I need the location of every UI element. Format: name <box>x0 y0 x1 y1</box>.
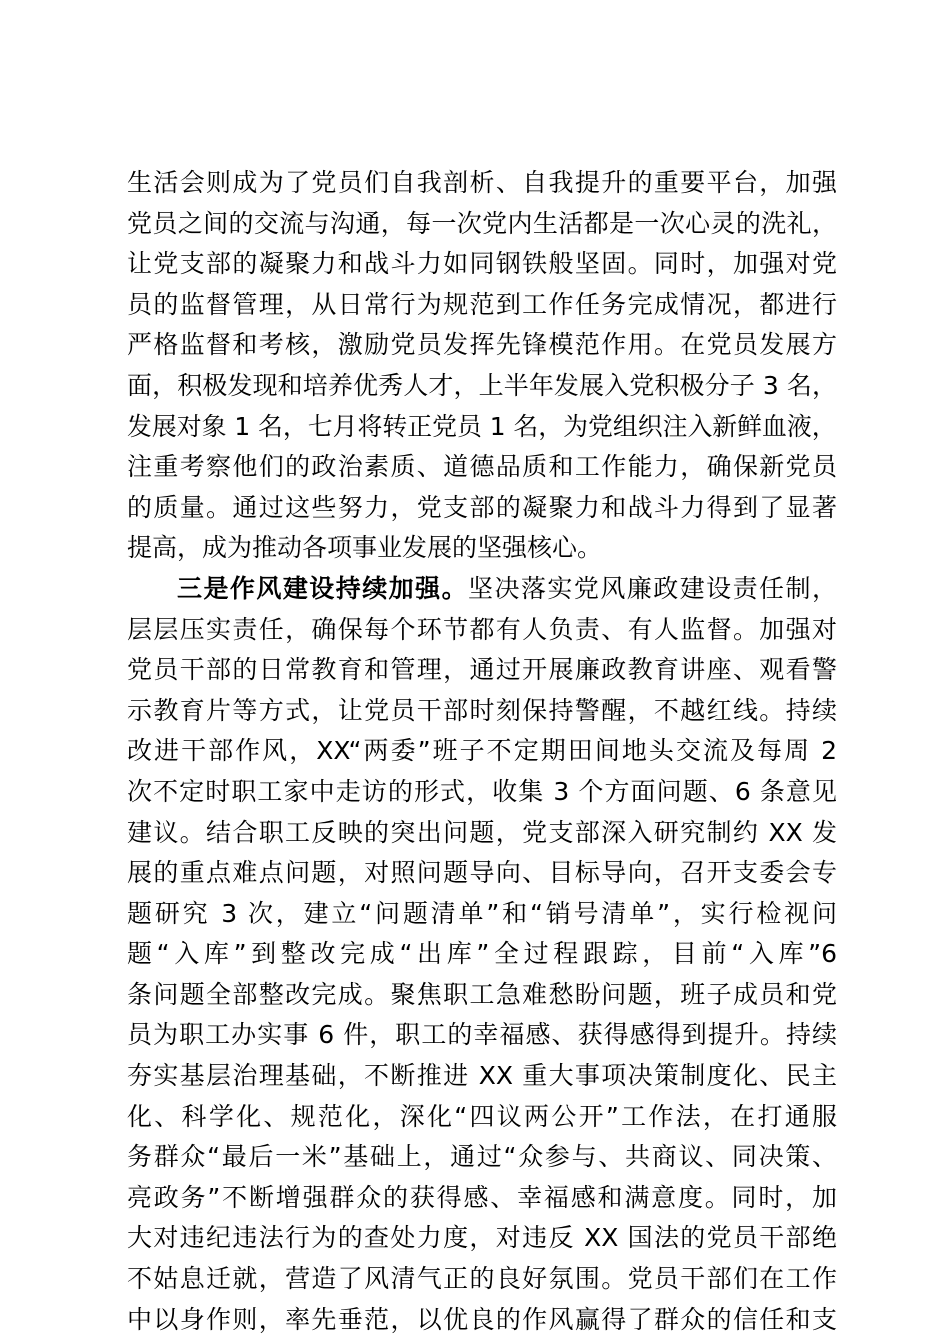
text-line: 不姑息迁就，营造了风清气正的良好氛围。党员干部们在工作 <box>127 1264 837 1294</box>
text-line: 的质量。通过这些努力，党支部的凝聚力和战斗力得到了显著 <box>127 492 837 522</box>
text-line: 层层压实责任，确保每个环节都有人负责、有人监督。加强对 <box>127 614 837 644</box>
text-line: 化、科学化、规范化，深化“四议两公开”工作法，在打通服 <box>127 1101 837 1131</box>
paragraph-party-building <box>127 163 837 569</box>
paragraph-work-style <box>127 569 837 1340</box>
text-line: 党员干部的日常教育和管理，通过开展廉政教育讲座、观看警 <box>127 655 837 685</box>
text-line: 题“入库”到整改完成“出库”全过程跟踪，目前“入库”6 <box>127 939 837 969</box>
text-line: 条问题全部整改完成。聚焦职工急难愁盼问题，班子成员和党 <box>127 979 837 1009</box>
text-line: 夯实基层治理基础，不断推进 XX 重大事项决策制度化、民主 <box>127 1061 837 1091</box>
text-line: 示教育片等方式，让党员干部时刻保持警醒，不越红线。持续 <box>127 695 837 725</box>
text-line: 生活会则成为了党员们自我剖析、自我提升的重要平台，加强 <box>127 168 837 197</box>
document-body <box>127 163 837 1340</box>
text-line: 提高，成为推动各项事业发展的坚强核心。 <box>127 533 603 563</box>
text-line: 员的监督管理，从日常行为规范到工作任务完成情况，都进行 <box>127 289 837 319</box>
section-heading: 三是作风建设持续加强。 <box>177 573 469 603</box>
text-line: 发展对象 1 名，七月将转正党员 1 名，为党组织注入新鲜血液， <box>127 411 837 441</box>
text-line: 亮政务”不断增强群众的获得感、幸福感和满意度。同时，加 <box>127 1182 837 1212</box>
text-line <box>127 569 837 610</box>
text-line: 大对违纪违法行为的查处力度，对违反 XX 国法的党员干部绝 <box>127 1223 837 1253</box>
text-line: 建议。结合职工反映的突出问题，党支部深入研究制约 XX 发 <box>127 817 837 847</box>
text-line: 注重考察他们的政治素质、道德品质和工作能力，确保新党员 <box>127 452 837 482</box>
text-line: 严格监督和考核，激励党员发挥先锋模范作用。在党员发展方 <box>127 330 837 360</box>
text-line: 让党支部的凝聚力和战斗力如同钢铁般坚固。同时，加强对党 <box>127 249 837 279</box>
text-line: 中以身作则，率先垂范，以优良的作风赢得了群众的信任和支 <box>127 1304 837 1334</box>
text-line: 员为职工办实事 6 件，职工的幸福感、获得感得到提升。持续 <box>127 1020 837 1050</box>
text-line: 务群众“最后一米”基础上，通过“众参与、共商议、同决策、 <box>127 1142 837 1172</box>
text-line: 面，积极发现和培养优秀人才，上半年发展入党积极分子 3 名， <box>127 370 837 400</box>
text-line: 次不定时职工家中走访的形式，收集 3 个方面问题、6 条意见 <box>127 776 837 806</box>
text-line: 党员之间的交流与沟通，每一次党内生活都是一次心灵的洗礼， <box>127 208 837 238</box>
text-line: 题研究 3 次，建立“问题清单”和“销号清单”，实行检视问 <box>127 898 837 928</box>
heading-line-text: 坚决落实党风廉政建设责任制， <box>468 573 837 603</box>
text-line: 改进干部作风，XX“两委”班子不定期田间地头交流及每周 2 <box>127 736 837 766</box>
text-line: 展的重点难点问题，对照问题导向、目标导向，召开支委会专 <box>127 858 837 888</box>
